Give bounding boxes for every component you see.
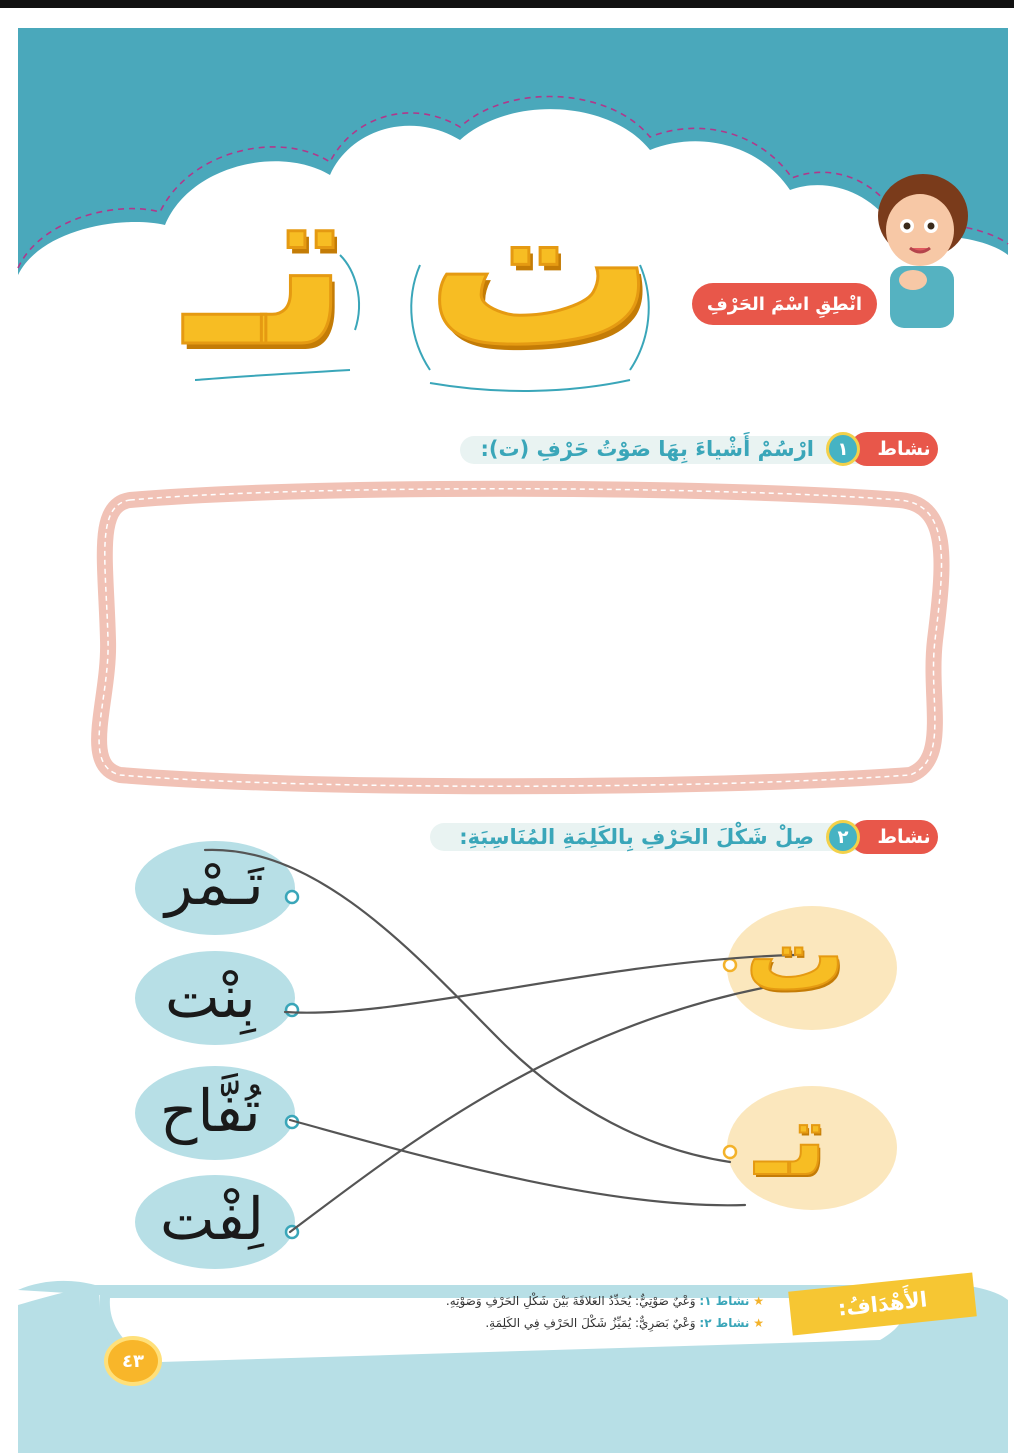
word-tamr[interactable]: تَـمْر	[165, 850, 264, 918]
activity1-label-badge	[850, 432, 938, 466]
letter-isolated: ت	[425, 131, 657, 398]
activity1-text: ارْسُمْ أَشْياءَ بِهَا صَوْتُ حَرْفِ (ت):	[480, 437, 814, 461]
word-lift[interactable]: لِفْت	[160, 1185, 264, 1253]
instruction-badge	[692, 283, 877, 325]
activity2-number: ٢	[826, 820, 860, 854]
goals-title: الأَهْدَافُ:	[836, 1287, 929, 1321]
page-number: ٤٣	[108, 1340, 158, 1382]
child-avatar-icon	[865, 168, 975, 328]
goal-item-2: ★ نشاط ٢: وَعْيٌ بَصَرِيٌّ: يُمَيِّزُ شَكْلَ الحَرْفِ فِي الكَلِمَةِ.	[485, 1316, 764, 1330]
match-letter-initial[interactable]: تـ	[755, 1081, 827, 1198]
letter-initial: تـ	[185, 131, 350, 398]
match-letter-isolated[interactable]: ت	[745, 896, 846, 1013]
instruction-text: انْطِقِ اسْمَ الحَرْفِ	[706, 293, 863, 315]
activity2-text: صِلْ شَكْلَ الحَرْفِ بِالكَلِمَةِ المُنَاسِبَةِ:	[459, 825, 814, 849]
pencil-lines	[205, 850, 795, 1232]
activity1-label: نشاط	[877, 438, 931, 460]
drawing-frame	[99, 489, 941, 787]
word-bint[interactable]: بِنْت	[165, 963, 256, 1031]
activity1-number: ١	[826, 432, 860, 466]
word-tuffah[interactable]: تُفَّاح	[160, 1077, 261, 1145]
activity2-label-badge	[850, 820, 938, 854]
activity2-label: نشاط	[877, 826, 931, 848]
goal-item-1: ★ نشاط ١: وَعْيٌ صَوْتِيٌّ: يُحَدِّدُ العَلاقَةَ بَيْنَ شَكْلِ الحَرْفِ وَصَوْتِهِ.	[445, 1294, 764, 1308]
